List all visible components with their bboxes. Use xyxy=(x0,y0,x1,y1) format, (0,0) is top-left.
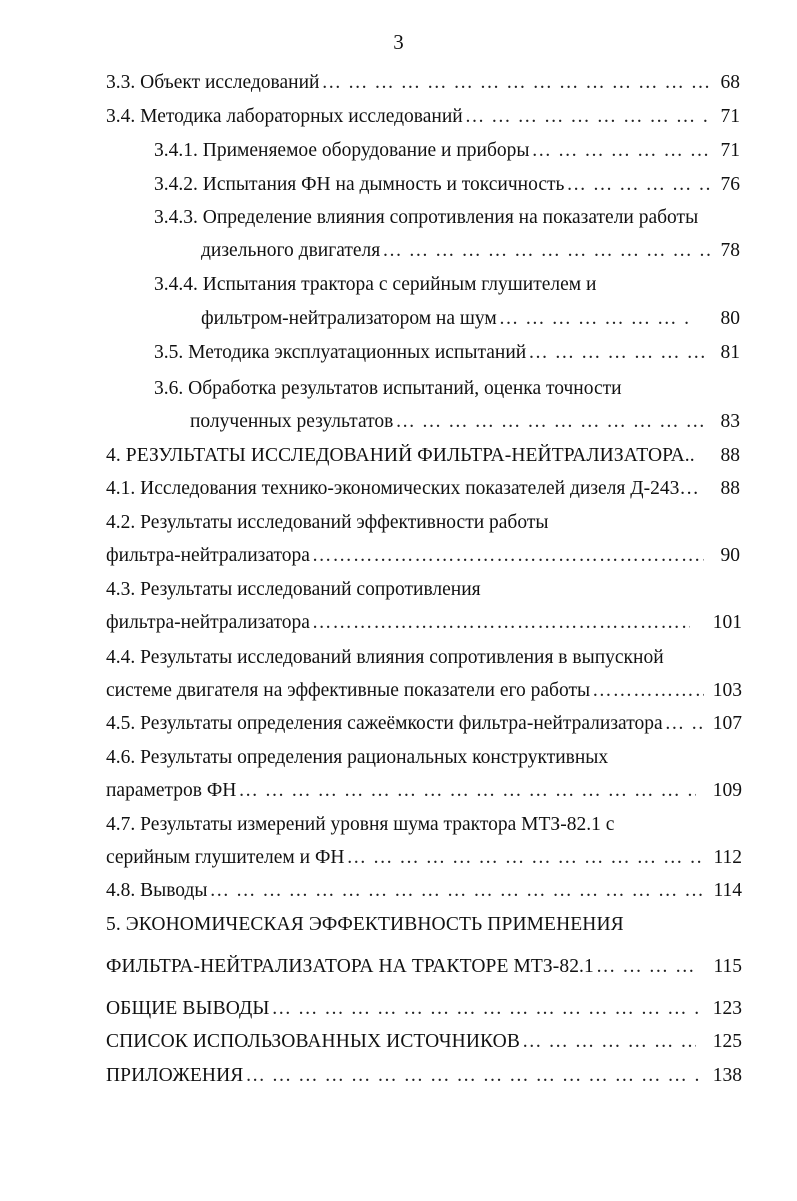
toc-entry-page: 88 xyxy=(720,478,740,499)
toc-entry xyxy=(106,441,710,471)
toc-entry xyxy=(154,338,710,368)
toc-entry-page: 101 xyxy=(712,612,742,633)
dot-leader xyxy=(526,338,710,368)
toc-entry xyxy=(106,952,702,982)
toc-entry xyxy=(106,743,706,773)
toc-entry-page: 109 xyxy=(712,780,742,801)
toc-entry-title: дизельного двигателя xyxy=(201,240,381,261)
dot-leader xyxy=(590,676,704,706)
dot-leader xyxy=(497,304,691,334)
toc-entry xyxy=(106,575,706,605)
dot-leader xyxy=(530,136,711,166)
toc-entry-page: 115 xyxy=(713,956,742,977)
toc-entry-title: 3.4.3. Определение влияния сопротивления на показатели работы xyxy=(154,207,699,228)
toc-entry-page: 83 xyxy=(720,411,740,432)
dot-leader xyxy=(236,776,696,806)
toc-entry-page: 78 xyxy=(720,240,740,261)
toc-entry-page: 103 xyxy=(712,680,742,701)
toc-entry-page: 71 xyxy=(720,106,740,127)
toc-entry xyxy=(154,203,714,233)
toc-entry-title: 3.4. Методика лабораторных исследований xyxy=(106,106,463,127)
toc-entry-title: фильтра-нейтрализатора xyxy=(106,612,310,633)
toc-entry-title: параметров ФН xyxy=(106,780,237,801)
toc-entry-title: СПИСОК ИСПОЛЬЗОВАННЫХ ИСТОЧНИКОВ xyxy=(106,1031,520,1052)
toc-entry xyxy=(106,608,690,638)
toc-entry-title: 4.4. Результаты исследований влияния сопротивления в выпускной xyxy=(106,647,664,668)
toc-entry-page: 68 xyxy=(720,72,740,93)
toc-entry-title: 4.6. Результаты определения рациональных конструктивных xyxy=(106,747,609,768)
toc-entry xyxy=(154,374,714,404)
toc-entry-page: 138 xyxy=(712,1065,742,1086)
toc-entry xyxy=(106,876,702,906)
toc-entry-page: 80 xyxy=(720,308,740,329)
toc-entry xyxy=(106,709,706,739)
toc-entry-title: 5. ЭКОНОМИЧЕСКАЯ ЭФФЕКТИВНОСТЬ ПРИМЕНЕНИЯ xyxy=(106,914,624,935)
toc-entry-title: полученных результатов xyxy=(190,411,394,432)
toc-entry-page: 88 xyxy=(720,445,740,466)
toc-entry-title: 4.3. Результаты исследований сопротивления xyxy=(106,579,481,600)
toc-entry-title: 3.4.4. Испытания трактора с серийным глушителем и xyxy=(154,274,597,295)
dot-leader xyxy=(594,952,702,982)
toc-entry xyxy=(106,676,704,706)
toc-entry xyxy=(106,910,706,940)
dot-leader xyxy=(393,407,710,437)
toc-entry-page: 76 xyxy=(720,174,740,195)
toc-entry-title: системе двигателя на эффективные показатели его работы xyxy=(106,680,591,701)
page-number: 3 xyxy=(393,30,404,54)
dot-leader xyxy=(380,236,710,266)
dot-leader xyxy=(243,1061,702,1091)
dot-leader xyxy=(564,170,710,200)
toc-entry xyxy=(106,776,696,806)
toc-entry-page: 125 xyxy=(712,1031,742,1052)
toc-entry xyxy=(201,236,710,266)
toc-entry xyxy=(106,68,710,98)
dot-leader xyxy=(269,994,702,1024)
toc-entry-page: 107 xyxy=(712,713,742,734)
toc-entry-title: 4.7. Результаты измерений уровня шума трактора МТЗ-82.1 с xyxy=(106,814,615,835)
toc-entry xyxy=(154,136,710,166)
toc-entry xyxy=(106,1061,702,1091)
toc-entry-title: 4. РЕЗУЛЬТАТЫ ИССЛЕДОВАНИЙ ФИЛЬТРА-НЕЙТРАЛИЗАТОРА.. xyxy=(106,445,695,466)
toc-entry-page: 114 xyxy=(713,880,742,901)
toc-entry-title: 3.3. Объект исследований xyxy=(106,72,320,93)
dot-leader xyxy=(310,541,704,571)
dot-leader xyxy=(310,608,690,638)
toc-entry xyxy=(106,541,704,571)
toc-entry xyxy=(201,304,691,334)
toc-entry-title: 3.4.2. Испытания ФН на дымность и токсичность xyxy=(154,174,565,195)
dot-leader xyxy=(520,1027,696,1057)
toc-entry xyxy=(154,270,714,300)
dot-leader xyxy=(319,68,710,98)
dot-leader xyxy=(463,102,710,132)
toc-entry-title: ПРИЛОЖЕНИЯ xyxy=(106,1065,244,1086)
dot-leader xyxy=(208,876,702,906)
dot-leader xyxy=(344,843,702,873)
toc-entry xyxy=(190,407,710,437)
toc-entry xyxy=(106,643,706,673)
toc-entry-page: 123 xyxy=(712,998,742,1019)
toc-entry-title: фильтром-нейтрализатором на шум xyxy=(201,308,497,329)
toc-entry xyxy=(106,102,710,132)
toc-entry-page: 81 xyxy=(720,342,740,363)
toc-entry-title: ФИЛЬТРА-НЕЙТРАЛИЗАТОРА НА ТРАКТОРЕ МТЗ-82.1 xyxy=(106,956,594,977)
toc-entry xyxy=(106,508,706,538)
toc-entry-title: фильтра-нейтрализатора xyxy=(106,545,310,566)
toc-entry xyxy=(106,474,710,504)
toc-entry-title: 4.1. Исследования технико-экономических показателей дизеля Д-243… xyxy=(106,478,699,499)
toc-entry-title: 3.4.1. Применяемое оборудование и приборы xyxy=(154,140,530,161)
toc-entry-page: 71 xyxy=(720,140,740,161)
toc-entry-title: 4.2. Результаты исследований эффективности работы xyxy=(106,512,549,533)
toc-entry xyxy=(154,170,710,200)
toc-entry xyxy=(106,810,706,840)
toc-entry-title: серийным глушителем и ФН xyxy=(106,847,345,868)
toc-entry-title: 4.5. Результаты определения сажеёмкости фильтра-нейтрализатора xyxy=(106,713,663,734)
toc-entry-title: 3.6. Обработка результатов испытаний, оценка точности xyxy=(154,378,622,399)
toc-entry xyxy=(106,1027,696,1057)
toc-entry-title: 3.5. Методика эксплуатационных испытаний xyxy=(154,342,527,363)
toc-entry-page: 112 xyxy=(713,847,742,868)
toc-entry-title: ОБЩИЕ ВЫВОДЫ xyxy=(106,998,270,1019)
toc-entry-title: 4.8. Выводы xyxy=(106,880,208,901)
toc-entry-page: 90 xyxy=(720,545,740,566)
toc-entry xyxy=(106,994,702,1024)
toc-entry xyxy=(106,843,702,873)
